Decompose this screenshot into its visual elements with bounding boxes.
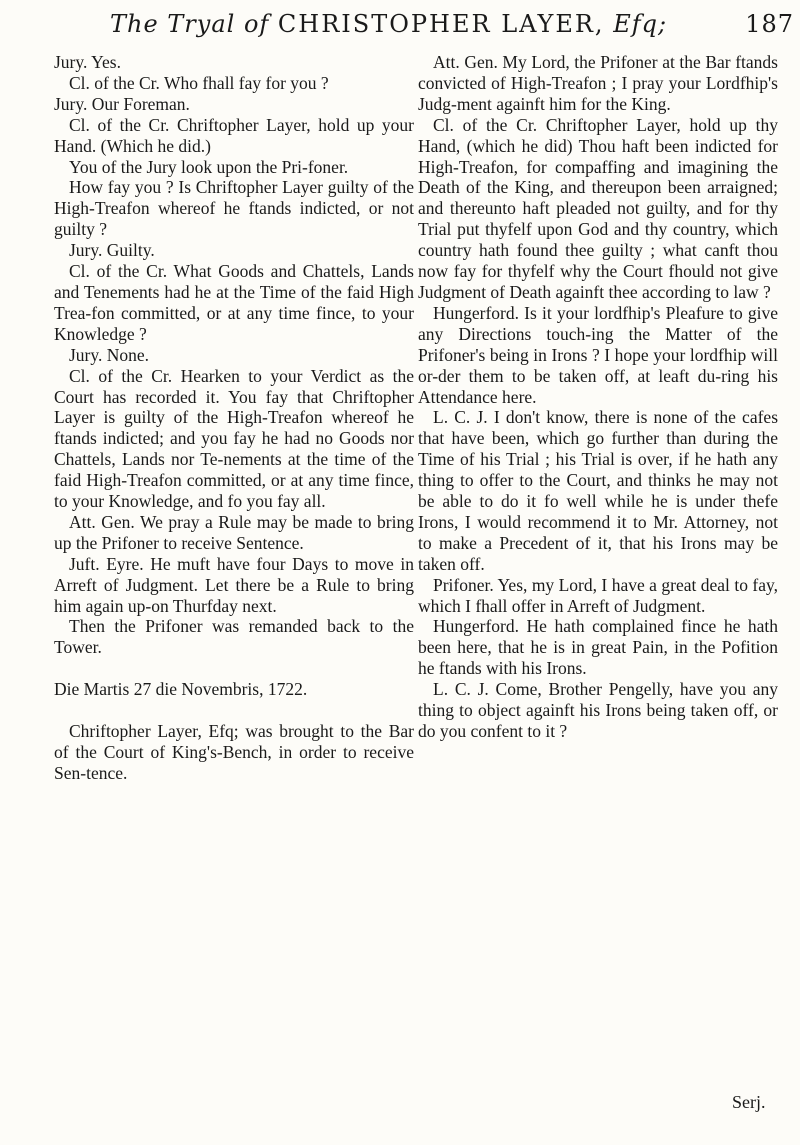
paragraph: L. C. J. I don't know, there is none of the cafes that have been, which go further than during the Time of his Trial ; his Trial is over, if he hath any thing to offer to the Court, and thinks he may not be able to do it fo well while he is under thefe Irons, I would recommend it to Mr. Attorney, not to make a Precedent of it, that his Irons may be taken off. <box>418 407 778 574</box>
header-title-italic: The Tryal of <box>110 10 270 38</box>
paragraph: Then the Prifoner was remanded back to the Tower. <box>54 616 414 658</box>
paragraph: Cl. of the Cr. What Goods and Chattels, Lands and Tenements had he at the Time of the faid High Trea-fon committed, or at any time fince, to your Knowledge ? <box>54 261 414 344</box>
date-heading: Die Martis 27 die Novembris, 1722. <box>54 679 308 700</box>
running-header <box>110 10 800 48</box>
page-number: 187 <box>745 10 794 38</box>
paragraph: Hungerford. He hath complained fince he hath been here, that he is in great Pain, in the Pofition he ftands with his Irons. <box>418 616 778 679</box>
catchword: Serj. <box>732 1092 766 1112</box>
paragraph: Cl. of the Cr. Who fhall fay for you ? <box>69 72 329 93</box>
paragraph: You of the Jury look upon the Pri-foner. <box>69 156 349 177</box>
paragraph: Jury. Our Foreman. <box>54 93 190 114</box>
paragraph: Prifoner. Yes, my Lord, I have a great deal to fay, which I fhall offer in Arreft of Judgment. <box>418 574 778 616</box>
paragraph: Hungerford. Is it your lordfhip's Pleafure to give any Directions touch-ing the Matter of the Prifoner's being in Irons ? I hope your lordfhip will or-der them to be taken off, at leaft du-ring his Attendance here. <box>418 302 778 407</box>
paragraph: Cl. of the Cr. Chriftopher Layer, hold up your Hand. (Which he did.) <box>54 114 414 156</box>
paragraph: Chriftopher Layer, Efq; was brought to the Bar of the Court of King's-Bench, in order to receive Sen-tence. <box>54 721 414 783</box>
paragraph: How fay you ? Is Chriftopher Layer guilty of the High-Treafon whereof he ftands indicted, or not guilty ? <box>54 177 414 240</box>
paragraph: Att. Gen. We pray a Rule may be made to bring up the Prifoner to receive Sentence. <box>54 511 414 553</box>
paragraph: Jury. Yes. <box>54 52 121 72</box>
right-column <box>418 52 778 742</box>
left-column <box>54 52 414 784</box>
header-name: CHRISTOPHER LAYER, <box>277 10 605 38</box>
paragraph: Jury. None. <box>69 344 150 365</box>
paragraph: Att. Gen. My Lord, the Prifoner at the Bar ftands convicted of High-Treafon ; I pray your Lordfhip's Judg-ment againft him for the King. <box>418 52 778 114</box>
paragraph: Juft. Eyre. He muft have four Days to move in Arreft of Judgment. Let there be a Rule to bring him again up-on Thurfday next. <box>54 553 414 616</box>
header-esq: Efq; <box>613 10 668 38</box>
paragraph: L. C. J. Come, Brother Pengelly, have you any thing to object againft his Irons being taken off, or do you confent to it ? <box>418 679 778 741</box>
paragraph: Jury. Guilty. <box>69 240 155 261</box>
paragraph: Cl. of the Cr. Hearken to your Verdict as the Court has recorded it. You fay that Chriftopher Layer is guilty of the High-Treafon whereof he ftands indicted; and you fay he had no Goods nor Chattels, Lands nor Te-nements at the time of the faid High-Treafon committed, or at any time fince, to your Knowledge, and fo you fay all. <box>54 365 414 512</box>
paragraph: Cl. of the Cr. Chriftopher Layer, hold up thy Hand, (which he did) Thou haft been indicted for High-Treafon, for compaffing and imagining the Death of the King, and thereupon been arraigned; and thereunto haft pleaded not guilty, and for thy Trial put thyfelf upon God and thy country, which country hath found thee guilty ; what canft thou now fay for thyfelf why the Court fhould not give Judgment of Death againft thee according to law ? <box>418 114 778 302</box>
